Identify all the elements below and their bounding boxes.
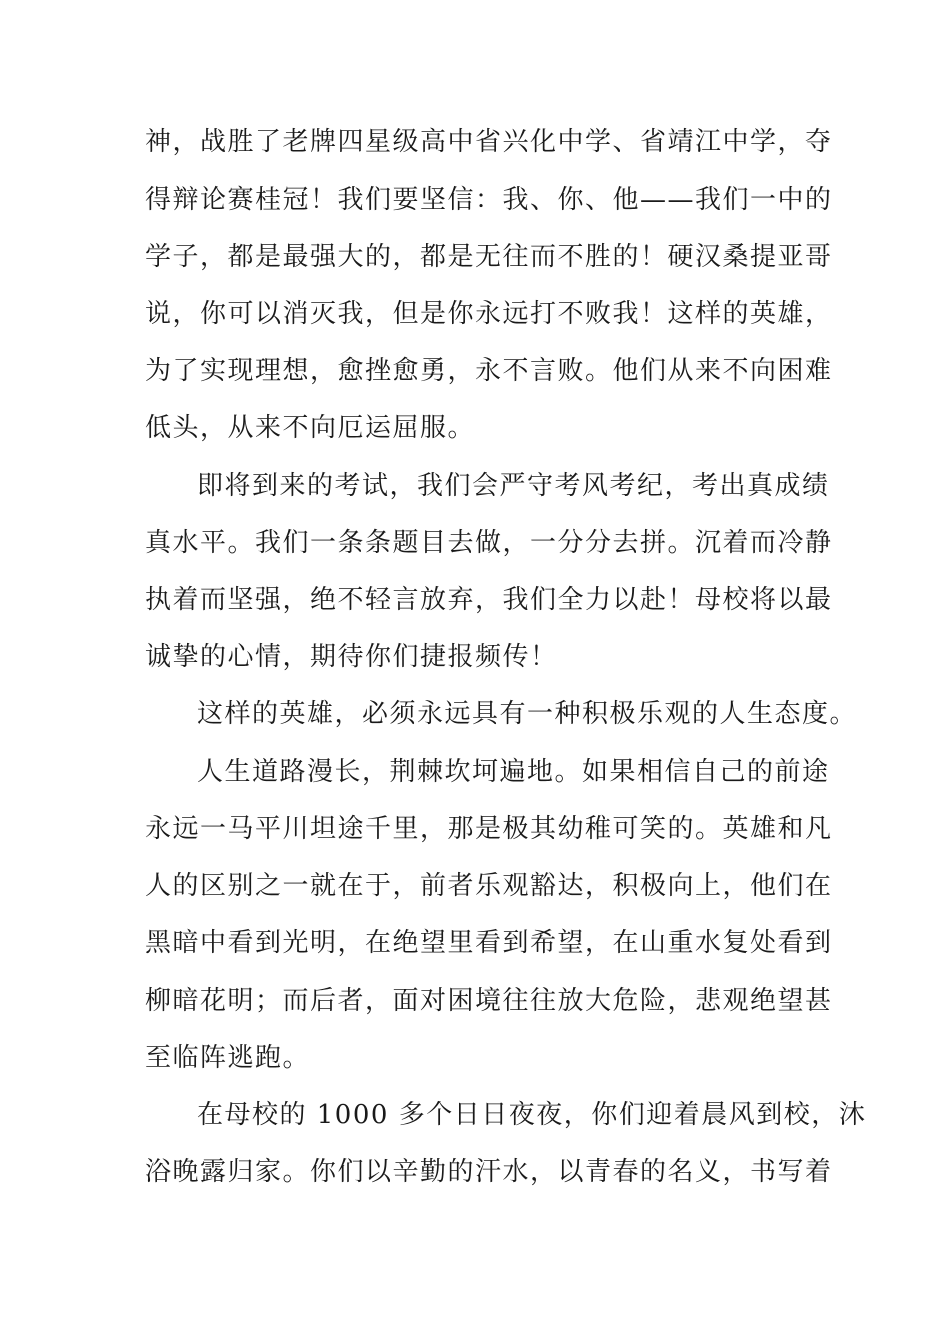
- text-line: 学子，都是最强大的，都是无往而不胜的！硬汉桑提亚哥: [145, 242, 833, 272]
- paragraph-first-line: 在母校的 1000 多个日日夜夜，你们迎着晨风到校，沐: [197, 1100, 867, 1130]
- text-line: 神，战胜了老牌四星级高中省兴化中学、省靖江中学，夺: [145, 127, 833, 157]
- text-line: 真水平。我们一条条题目去做，一分分去拼。沉着而冷静: [145, 528, 833, 558]
- text-line: 低头，从来不向厄运屈服。: [145, 413, 476, 443]
- paragraph-first-line: 即将到来的考试，我们会严守考风考纪，考出真成绩: [197, 471, 830, 501]
- text-line: 柳暗花明；而后者，面对困境往往放大危险，悲观绝望甚: [145, 986, 833, 1016]
- text-line: 为了实现理想，愈挫愈勇，永不言败。他们从来不向困难: [145, 356, 833, 386]
- paragraph-first-line: 人生道路漫长，荆棘坎坷遍地。如果相信自己的前途: [197, 757, 830, 787]
- text-line: 得辩论赛桂冠！我们要坚信：我、你、他——我们一中的: [145, 185, 833, 215]
- text-line: 浴晚露归家。你们以辛勤的汗水，以青春的名义，书写着: [145, 1157, 833, 1187]
- text-line: 人的区别之一就在于，前者乐观豁达，积极向上，他们在: [145, 871, 833, 901]
- paragraph-first-line: 这样的英雄，必须永远具有一种积极乐观的人生态度。: [197, 699, 858, 729]
- text-line: 执着而坚强，绝不轻言放弃，我们全力以赴！母校将以最: [145, 585, 833, 615]
- text-line: 至临阵逃跑。: [145, 1043, 311, 1073]
- text-line: 说，你可以消灭我，但是你永远打不败我！这样的英雄，: [145, 299, 833, 329]
- text-line: 黑暗中看到光明，在绝望里看到希望，在山重水复处看到: [145, 928, 833, 958]
- text-line: 诚挚的心情，期待你们捷报频传！: [145, 642, 558, 672]
- text-line: 永远一马平川坦途千里，那是极其幼稚可笑的。英雄和凡: [145, 814, 833, 844]
